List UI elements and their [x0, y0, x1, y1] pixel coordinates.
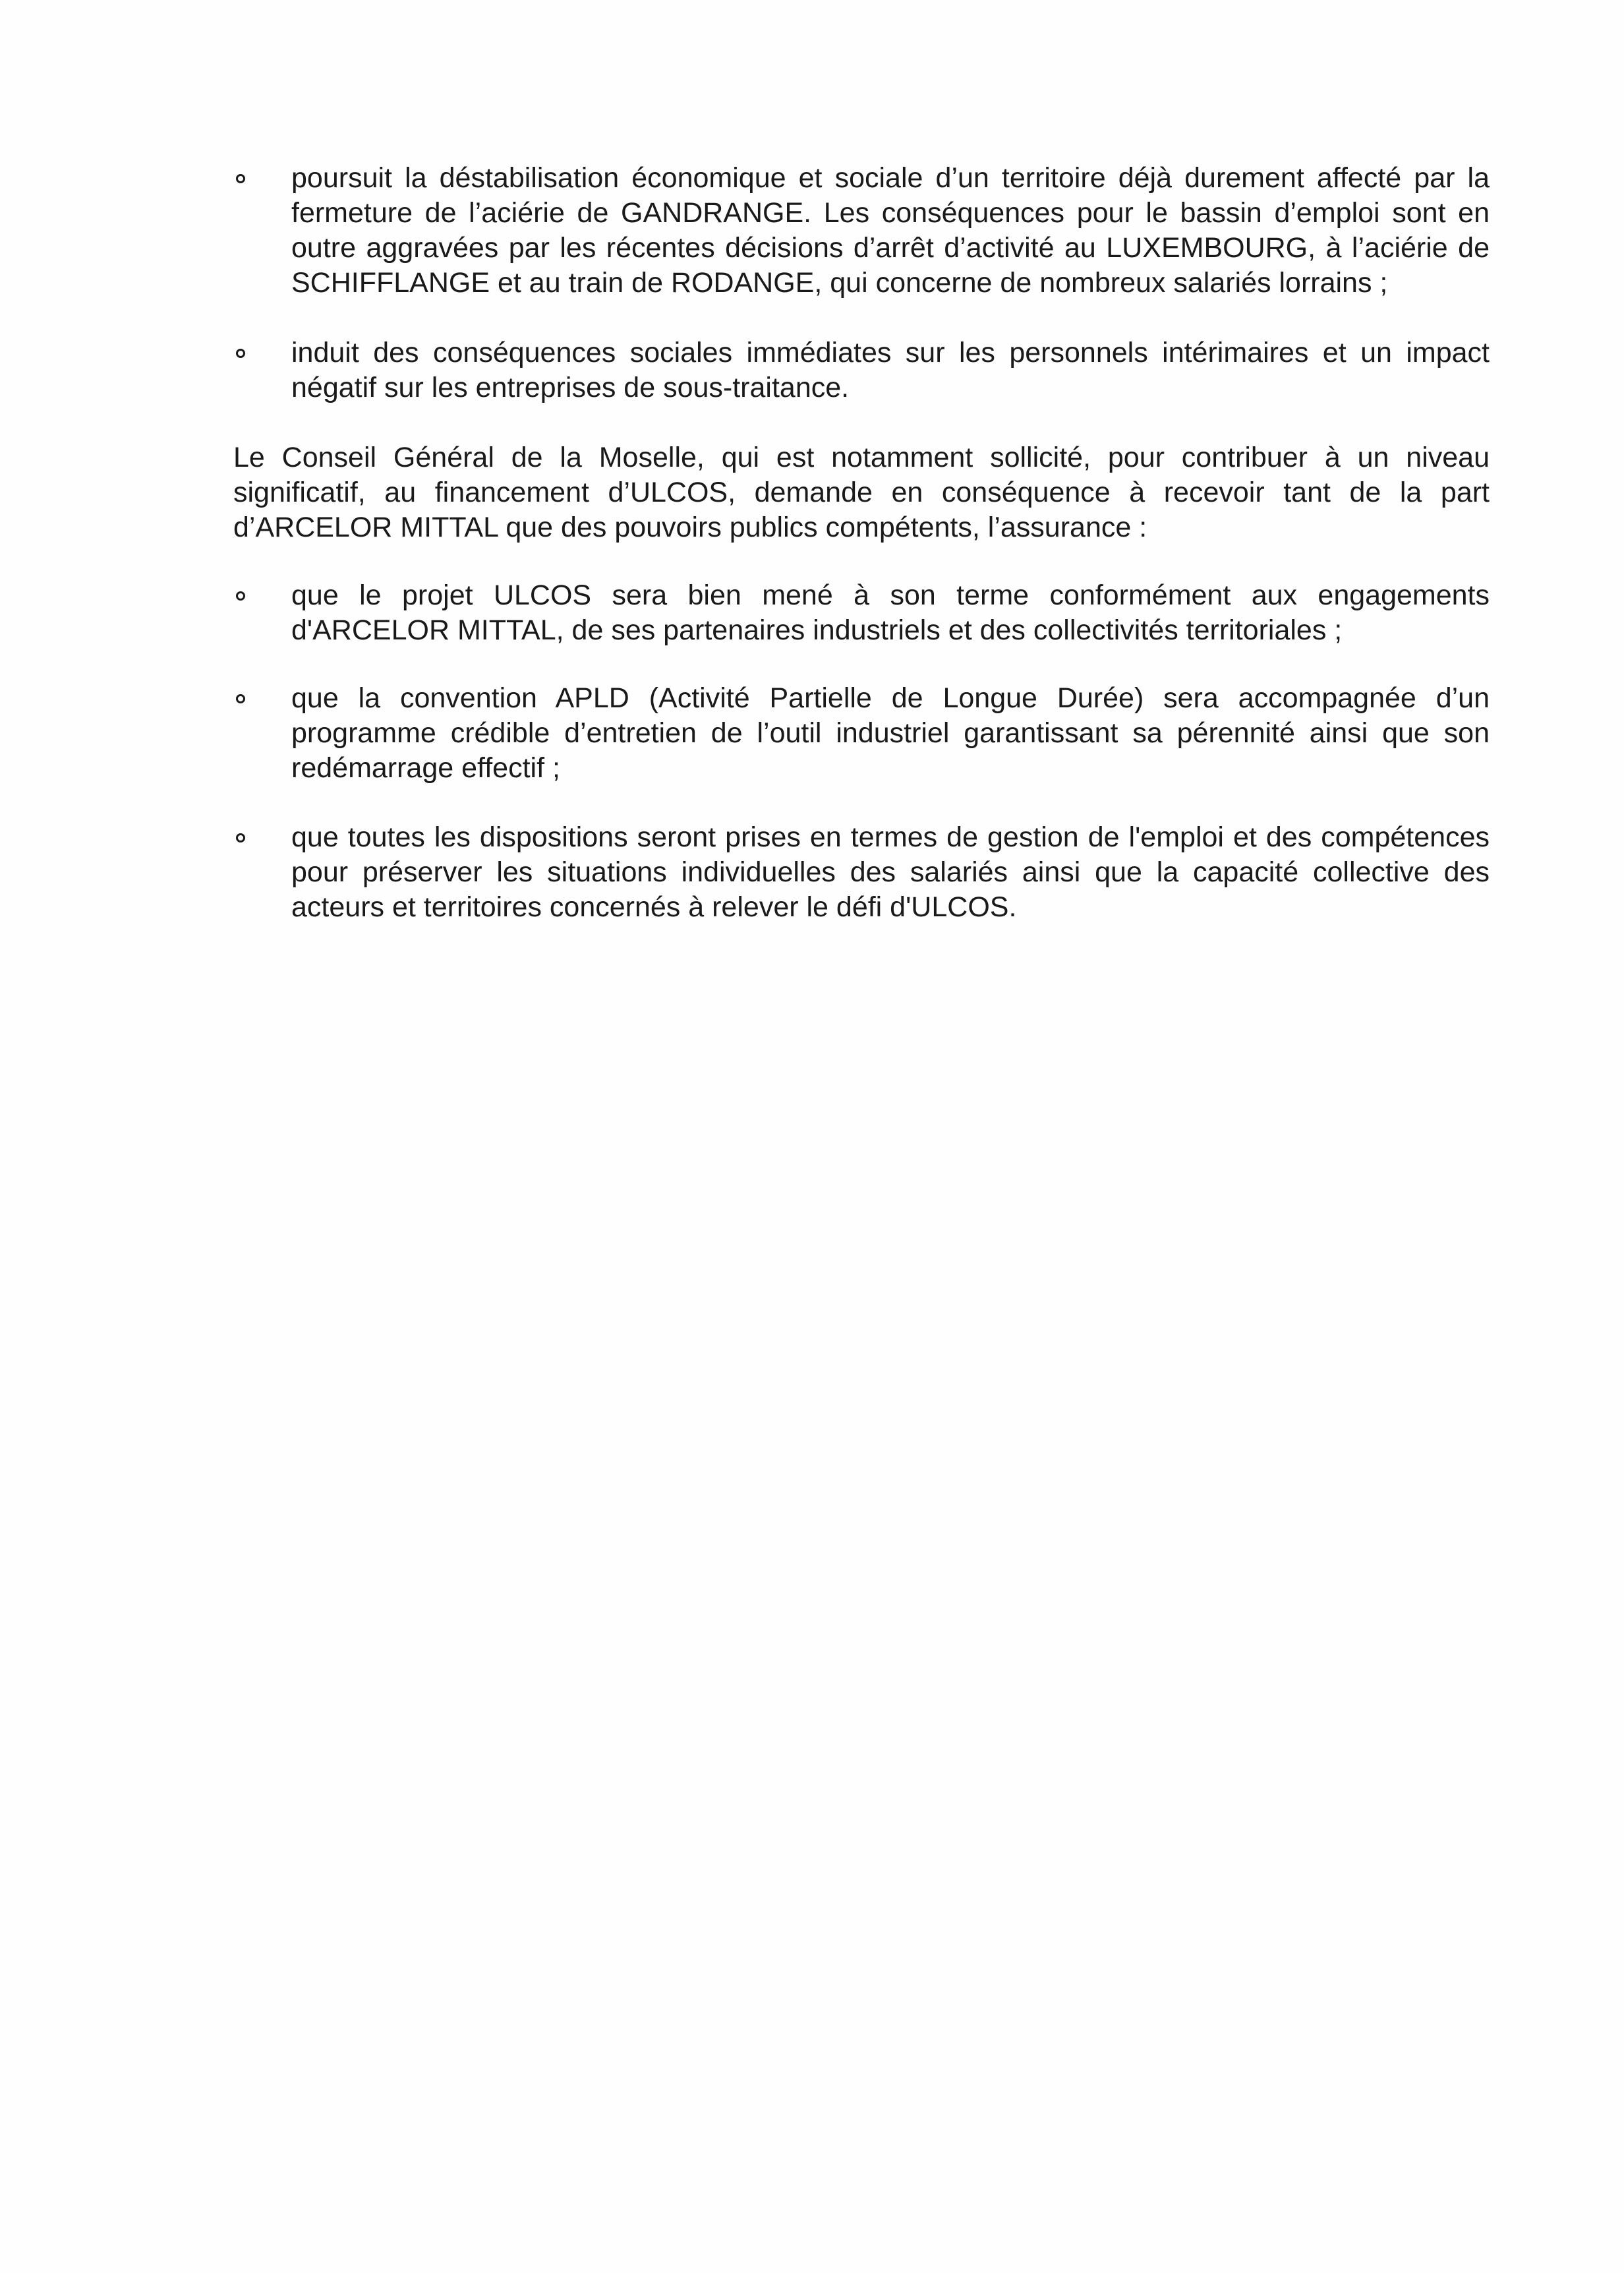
document-body [233, 161, 1490, 925]
bullet-icon [236, 174, 245, 183]
bullet-icon [236, 349, 245, 358]
list-item [233, 161, 1490, 301]
bullet-text: que le projet ULCOS sera bien mené à son terme conformément aux engagements d'ARCELOR MITTAL, de ses partenaires industriels et des collectivités territoriales ; [291, 579, 1490, 646]
bullet-text: que toutes les dispositions seront prises en termes de gestion de l'emploi et des compétences pour préserver les situations individuelles des salariés ainsi que la capacité collective des acteurs et territoires concernés à relever le défi d'ULCOS. [291, 821, 1490, 923]
body-paragraph: Le Conseil Général de la Moselle, qui est notamment sollicité, pour contribuer à un niveau significatif, au financement d’ULCOS, demande en conséquence à recevoir tant de la part d’ARCELOR MITTAL que des pouvoirs publics compétents, l’assurance : [233, 442, 1490, 543]
bullet-icon [236, 591, 245, 601]
bullet-icon [236, 694, 245, 703]
bullet-text: induit des conséquences sociales immédiates sur les personnels intérimaires et un impact négatif sur les entreprises de sous-traitance. [291, 337, 1490, 403]
list-item [233, 681, 1490, 786]
list-item [233, 820, 1490, 925]
bullet-text: que la convention APLD (Activité Partielle de Longue Durée) sera accompagnée d’un programme crédible d’entretien de l’outil industriel garantissant sa pérennité ainsi que son redémarrage effectif ; [291, 682, 1490, 784]
list-item [233, 336, 1490, 405]
list-item [233, 578, 1490, 648]
bullet-icon [236, 833, 245, 842]
bullet-text: poursuit la déstabilisation économique et sociale d’un territoire déjà durement affecté par la fermeture de l’aciérie de GANDRANGE. Les conséquences pour le bassin d’emploi sont en outre aggravées par les récentes décisions d’arrêt d’activité au LUXEMBOURG, à l’aciérie de SCHIFFLANGE et au train de RODANGE, qui concerne de nombreux salariés lorrains ; [291, 162, 1490, 299]
